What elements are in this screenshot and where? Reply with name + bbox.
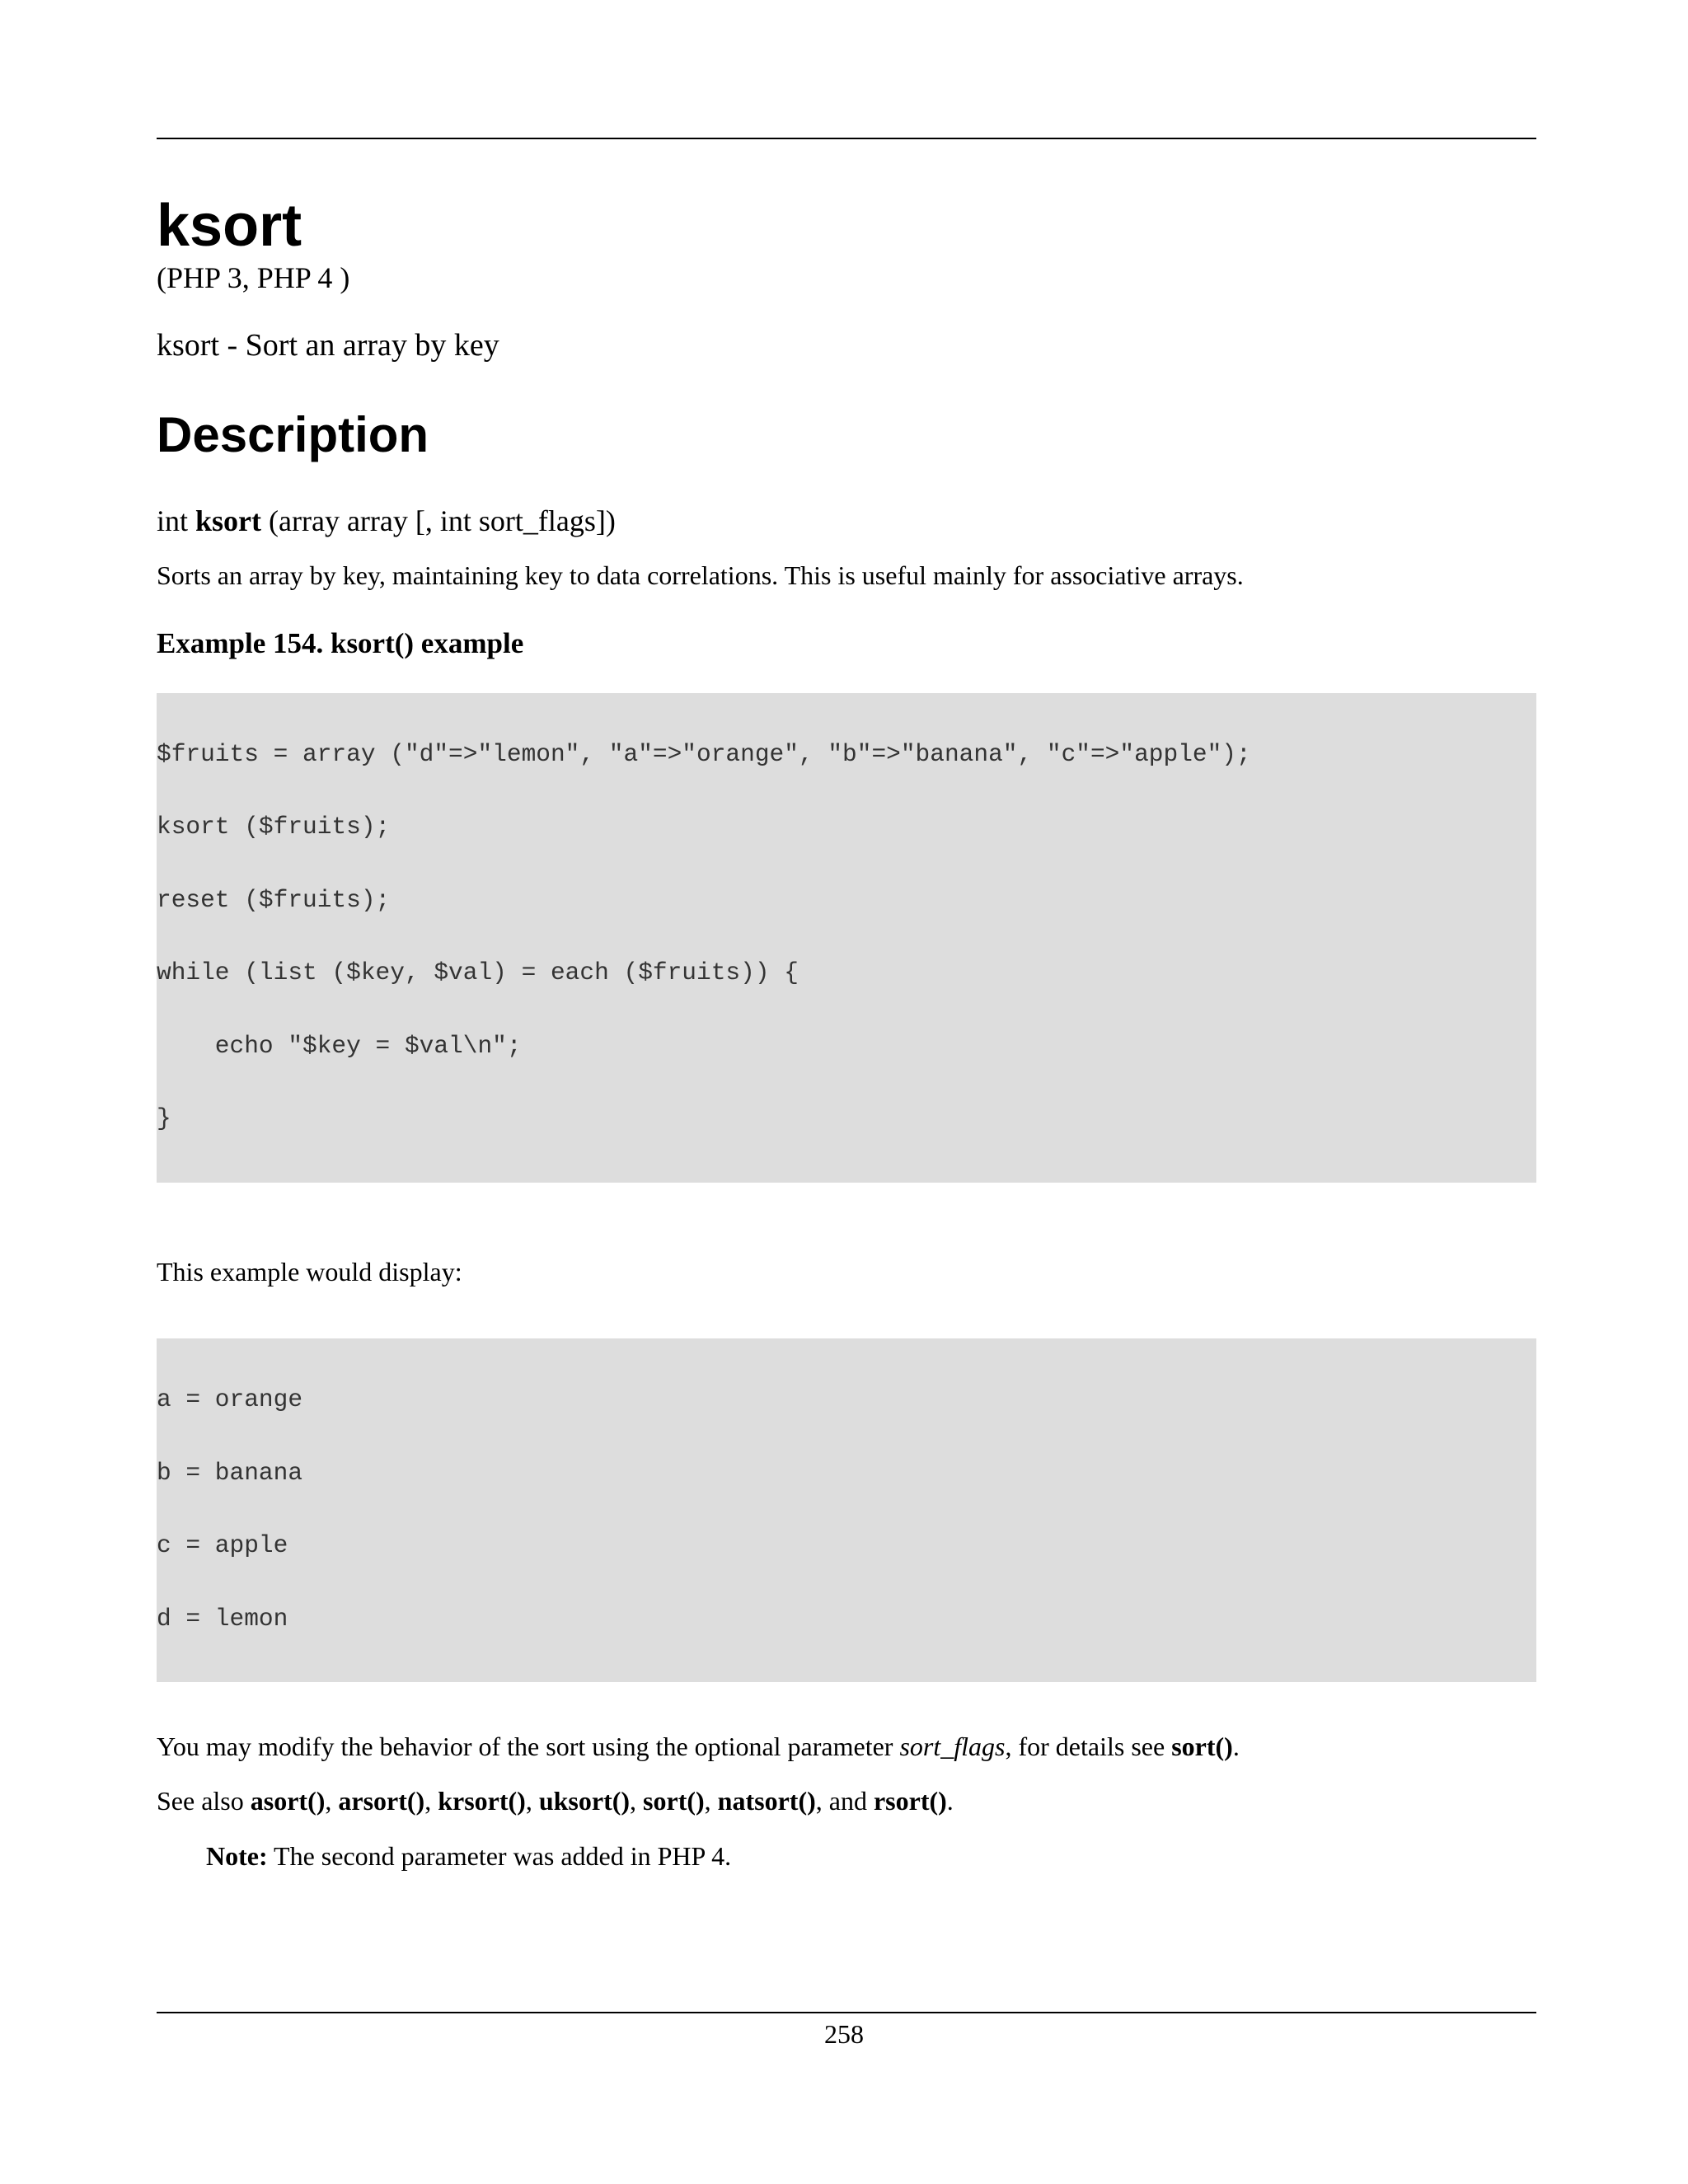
function-purpose: ksort - Sort an array by key — [157, 328, 499, 363]
note-label: Note: — [206, 1841, 268, 1872]
text-run: You may modify the behavior of the sort using the optional parameter — [157, 1732, 900, 1762]
php-versions: (PHP 3, PHP 4 ) — [157, 261, 350, 294]
example-output-block — [157, 1338, 1536, 1682]
text-run: , — [630, 1785, 644, 1816]
code-line: $fruits = array ("d"=>"lemon", "a"=>"orange", "b"=>"banana", "c"=>"apple"); — [157, 739, 1251, 768]
output-line: b = banana — [157, 1458, 303, 1487]
description-summary: Sorts an array by key, maintaining key to data correlations. This is useful mainly for associative arrays. — [157, 560, 1244, 590]
function-params: (array array [, int sort_flags]) — [269, 504, 616, 537]
output-line: c = apple — [157, 1531, 288, 1560]
text-run: . — [1232, 1732, 1240, 1762]
example-title: Example 154. ksort() example — [157, 626, 524, 659]
link-sort[interactable]: sort() — [1171, 1732, 1233, 1762]
return-type: int — [157, 504, 189, 537]
text-run: , and — [815, 1785, 874, 1816]
text-run: , — [704, 1785, 718, 1816]
link-asort[interactable]: asort() — [250, 1785, 326, 1816]
description-heading: Description — [157, 406, 429, 462]
display-intro: This example would display: — [157, 1256, 462, 1286]
function-synopsis — [157, 504, 1536, 539]
sort-flags-paragraph — [157, 1730, 1536, 1765]
text-run: , — [325, 1785, 339, 1816]
note — [206, 1840, 1536, 1874]
text-run: , for details see — [1005, 1732, 1172, 1762]
code-line: ksort ($fruits); — [157, 813, 391, 841]
example-code-block — [157, 693, 1536, 1183]
text-run: , — [424, 1785, 438, 1816]
code-line: while (list ($key, $val) = each ($fruits)) { — [157, 958, 799, 987]
code-line: echo "$key = $val\n"; — [157, 1031, 522, 1060]
page-content — [157, 188, 1536, 1874]
page-number: 258 — [824, 2019, 864, 2049]
link-sort[interactable]: sort() — [643, 1785, 705, 1816]
output-line: a = orange — [157, 1385, 303, 1414]
text-run: . — [946, 1785, 954, 1816]
footer-rule — [157, 2012, 1536, 2013]
param-sort-flags: sort_flags — [899, 1732, 1006, 1762]
link-uksort[interactable]: uksort() — [538, 1785, 631, 1816]
note-text: The second parameter was added in PHP 4. — [267, 1841, 732, 1872]
link-krsort[interactable]: krsort() — [438, 1785, 526, 1816]
link-arsort[interactable]: arsort() — [338, 1785, 425, 1816]
code-line: reset ($fruits); — [157, 885, 391, 914]
text-run: See also — [157, 1785, 251, 1816]
link-rsort[interactable]: rsort() — [873, 1785, 947, 1816]
output-line: d = lemon — [157, 1604, 288, 1633]
function-name: ksort — [195, 504, 262, 537]
text-run: , — [525, 1785, 539, 1816]
header-rule — [157, 138, 1536, 139]
link-natsort[interactable]: natsort() — [717, 1785, 816, 1816]
see-also-paragraph — [157, 1784, 1536, 1819]
code-line: } — [157, 1104, 171, 1133]
page-title: ksort — [157, 193, 302, 259]
